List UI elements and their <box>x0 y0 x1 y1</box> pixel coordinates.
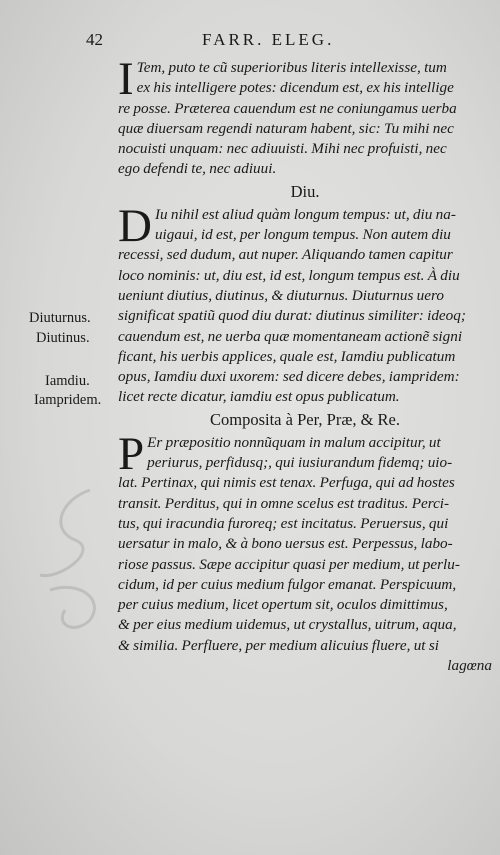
text-line: riose passus. Sæpe accipitur quasi per medium, ut perlu- <box>118 555 460 573</box>
text-line: tus, qui iracundia furoreq; est incitatus. Peruersus, qui <box>118 514 449 532</box>
text-line: uersatur in malo, & à bono uersus est. Perpessus, labo- <box>118 535 453 553</box>
paragraph-item <box>118 53 492 180</box>
text-line: nocuisti unquam: nec adiuuisti. Mihi nec profuisti, nec <box>118 140 447 158</box>
text-line: ex his intelligere potes: dicendum est, ex his intellige <box>136 79 454 97</box>
text-line: & per eius medium uidemus, ut crystallus, uitrum, aqua, <box>118 616 457 634</box>
paragraph-diu <box>118 199 492 408</box>
show-through-ink <box>20 480 130 640</box>
text-line: ego defendi te, nec adiuui. <box>118 160 277 178</box>
margin-note: Diutinus. <box>36 330 90 346</box>
text-line: ficant, his uerbis applices, quale est, Iamdiu publicatum <box>118 347 456 365</box>
text-line: uigaui, id est, per longum tempus. Non autem diu <box>154 226 451 244</box>
text-line: significat spatiũ quod diu durat: diutinus similiter: ideoq; <box>118 307 466 325</box>
margin-note: Iampridem. <box>34 392 102 408</box>
margin-note: Iamdiu. <box>45 373 90 389</box>
text-line: Er præpositio nonnũquam in malum accipitur, ut <box>147 433 441 451</box>
text-line: transit. Perditus, qui in omne scelus est traditus. Perci- <box>118 494 450 512</box>
text-line: re posse. Præterea cauendum est ne coniungamus uerba <box>118 99 457 117</box>
text-line: per cuius medium, licet opertum sit, oculos dimittimus, <box>118 596 448 614</box>
page-header <box>0 30 500 54</box>
text-line: quæ diuersam regendi naturam habent, sic: Tu mihi nec <box>118 119 454 137</box>
page-number: 42 <box>86 30 103 49</box>
text-line: cidum, id per cuius medium fulgor emanat. Perspicuum, <box>118 575 457 593</box>
catchword: lagœna <box>447 657 492 675</box>
text-line: cauendum est, ne uerba quæ momentaneam actionẽ signi <box>118 327 463 345</box>
text-line: Tem, puto te cũ superioribus literis intellexisse, tum <box>136 59 447 76</box>
drop-cap: P <box>118 427 145 480</box>
text-line: licet recte dicatur, iamdiu est opus publicatum. <box>118 388 400 406</box>
text-line: opus, Iamdiu duxi uxorem: sed dicere debes, iampridem: <box>118 368 460 386</box>
text-line: periurus, perfidusq;, qui iusiurandum fidemq; uio- <box>147 454 453 472</box>
running-head: FARR. ELEG. <box>202 30 335 49</box>
text-line: ueniunt diutius, diutinus, & diuturnus. Diuturnus uero <box>118 286 444 304</box>
margin-note: Diuturnus. <box>29 310 91 326</box>
main-text <box>118 53 492 676</box>
text-line: loco nominis: ut, diu est, id est, longum tempus est. À diu <box>118 266 460 284</box>
text-line: & similia. Perfluere, per medium alicuius fluere, ut si <box>118 636 439 654</box>
paragraph-composita <box>118 427 492 656</box>
section-heading-diu: Diu. <box>290 181 320 201</box>
text-line: recessi, sed dudum, aut nuper. Aliquando tamen capitur <box>118 246 453 264</box>
drop-cap: D <box>118 199 152 252</box>
text-line: lat. Pertinax, qui nimis est tenax. Perfuga, qui ad hostes <box>118 474 455 492</box>
text-line: Iu nihil est aliud quàm longum tempus: ut, diu na- <box>154 205 456 223</box>
section-heading-composita: Composita à Per, Præ, & Re. <box>210 409 400 429</box>
drop-cap: I <box>118 53 134 105</box>
